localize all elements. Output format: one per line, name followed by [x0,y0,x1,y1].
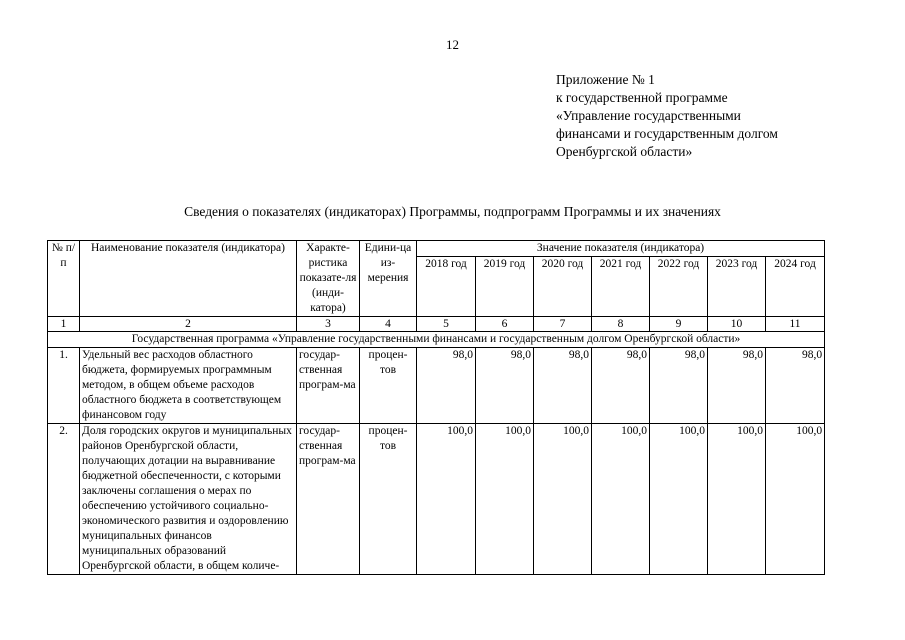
indicator-name: Удельный вес расходов областного бюджета, формируемых программным методом, в общем объеме расходов областного бюджета в соответствующем финансовом году [80,348,297,424]
indicator-name: Доля городских округов и муниципальных районов Оренбургской области, получающих дотации на выравнивание бюджетной обеспеченности, с которыми заключены соглашения о мерах по обеспечению устойчивого социально-экономического развития и оздоровлению муниципальных финансов муниципальных образований Оренбургской области, в общем количе- [80,424,297,575]
indicator-value: 98,0 [534,348,592,424]
indicator-unit: процен-тов [360,424,417,575]
table-row [48,348,825,424]
header-year: 2021 год [592,257,650,317]
appendix-line: «Управление государственными [556,108,741,123]
appendix-line: финансами и государственным долгом [556,126,778,141]
column-numbers-row [48,317,825,332]
indicators-table [47,240,825,575]
row-number: 2. [48,424,80,575]
indicator-value: 100,0 [417,424,476,575]
header-year: 2023 год [708,257,766,317]
indicator-characteristic: государ-ственная програм-ма [297,424,360,575]
column-number: 1 [48,317,80,332]
row-number: 1. [48,348,80,424]
page-number: 12 [446,37,459,52]
indicator-value: 100,0 [766,424,825,575]
indicator-value: 100,0 [592,424,650,575]
indicator-value: 100,0 [534,424,592,575]
column-number: 3 [297,317,360,332]
header-year: 2020 год [534,257,592,317]
column-number: 10 [708,317,766,332]
indicator-unit: процен-тов [360,348,417,424]
indicator-value: 98,0 [708,348,766,424]
header-name: Наименование показателя (индикатора) [80,241,297,317]
indicator-value: 100,0 [708,424,766,575]
appendix-block [556,71,778,161]
header-year: 2018 год [417,257,476,317]
appendix-line: Приложение № 1 [556,72,655,87]
column-number: 4 [360,317,417,332]
appendix-line: Оренбургской области» [556,144,693,159]
column-number: 6 [476,317,534,332]
indicator-value: 98,0 [592,348,650,424]
indicator-characteristic: государ-ственная програм-ма [297,348,360,424]
column-number: 9 [650,317,708,332]
column-number: 11 [766,317,825,332]
header-value-group: Значение показателя (индикатора) [417,241,825,257]
column-number: 8 [592,317,650,332]
header-characteristic: Характе-ристика показате-ля (инди-катора) [297,241,360,317]
column-number: 5 [417,317,476,332]
section-heading: Государственная программа «Управление государственными финансами и государственным долгом Оренбургской области» [48,332,825,348]
header-no: № п/п [48,241,80,317]
header-unit: Едини-ца из-мерения [360,241,417,317]
table-row [48,424,825,575]
indicator-value: 98,0 [650,348,708,424]
document-title: Сведения о показателях (индикаторах) Программы, подпрограмм Программы и их значениях [184,204,721,219]
column-number: 2 [80,317,297,332]
indicator-value: 98,0 [476,348,534,424]
header-year: 2019 год [476,257,534,317]
indicator-value: 98,0 [766,348,825,424]
indicator-value: 100,0 [476,424,534,575]
indicator-value: 98,0 [417,348,476,424]
appendix-line: к государственной программе [556,90,728,105]
header-year: 2024 год [766,257,825,317]
indicator-value: 100,0 [650,424,708,575]
header-year: 2022 год [650,257,708,317]
column-number: 7 [534,317,592,332]
